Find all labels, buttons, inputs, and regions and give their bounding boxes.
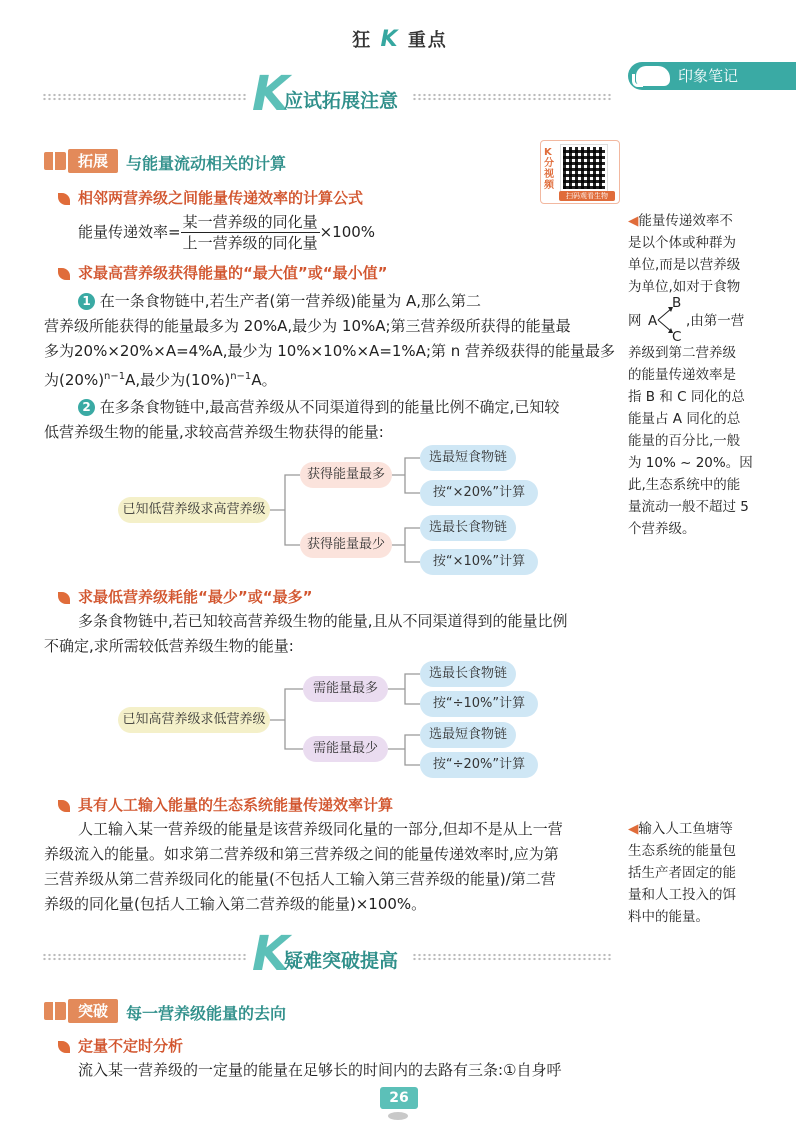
book-icon [44, 1002, 66, 1020]
leaf-bullet-icon [58, 592, 70, 604]
tree1-leaf: 按“×10%”计算 [420, 549, 538, 575]
page-ornament-icon [388, 1112, 408, 1120]
dotted-rule-right [412, 93, 612, 101]
video-label: K分视频 [544, 147, 554, 191]
tree1-mid-max: 获得能量最多 [300, 462, 392, 488]
paragraph-multi-chain: 2 在多条食物链中,最高营养级从不同渠道得到的能量比例不确定,已知较 低营养级生物的能量,求较高营养级生物获得的能量: [44, 398, 560, 441]
video-sub: 扫码观看生物 [559, 191, 615, 201]
tree2-mid-max: 需能量最多 [303, 676, 388, 702]
leaf-bullet-icon [58, 800, 70, 812]
side-note-artificial-input: ◀输入人工鱼塘等 生态系统的能量包 括生产者固定的能 量和人工投入的饵 料中的能量。 [628, 821, 736, 925]
page-number: 26 [380, 1087, 418, 1109]
bullet-heading: 求最高营养级获得能量的“最大值”或“最小值” [78, 264, 388, 282]
triangle-marker-icon: ◀ [628, 821, 639, 837]
note-tab-label: 印象笔记 [678, 67, 739, 85]
tree1-leaf: 选最长食物链 [420, 515, 516, 541]
breakthrough-title: 每一营养级能量的去向 [126, 1004, 287, 1023]
tree2-leaf: 选最短食物链 [420, 722, 516, 748]
paragraph-energy-fate: 流入某一营养级的一定量的能量在足够长的时间内的去路有三条:①自身呼 [78, 1061, 562, 1079]
dotted-rule-right [412, 953, 612, 961]
leaf-bullet-icon [58, 193, 70, 205]
k-logo-large: K [252, 66, 290, 122]
side-note-transfer-efficiency: ◀能量传递效率不 是以个体或种群为 单位,而是以营养级 为单位,如对于食物 网 A B C ,由第一营 养级到第二营养级 的能量传递效率是 指 B 和 C 同化的总 能量占 A 同化的总 能量的百分比,一般 为 10% ~ 20%。因 此,生态系统中的能 量流动一般不超过 5 个营养级。 [628, 210, 788, 540]
leaf-bullet-icon [58, 1041, 70, 1053]
k-logo-large: K [252, 926, 290, 982]
tree1-mid-min: 获得能量最少 [300, 532, 392, 558]
breakthrough-tag: 突破 [68, 999, 118, 1023]
book-icon [44, 152, 66, 170]
leaf-bullet-icon [58, 268, 70, 280]
circled-number: 2 [78, 399, 95, 416]
paragraph-artificial-input: 人工输入某一营养级的能量是该营养级同化量的一部分,但却不是从上一营 养级流入的能量。如求第二营养级和第三营养级之间的能量传递效率时,应为第 三营养级从第二营养级同化的能量(不包括人工输入第三营养级的能量)/第二营 养级的同化量(包括人工输入第二营养级的能量)×100%。 [44, 820, 563, 913]
tree1-root: 已知低营养级求高营养级 [118, 497, 270, 523]
tree2-leaf: 按“÷20%”计算 [420, 752, 538, 778]
extension-title: 与能量流动相关的计算 [126, 154, 287, 173]
note-tab [628, 62, 796, 90]
tree2-leaf: 按“÷10%”计算 [420, 691, 538, 717]
bullet-heading: 相邻两营养级之间能量传递效率的计算公式 [78, 189, 364, 207]
bullet-heading: 定量不定时分析 [78, 1037, 184, 1055]
paragraph-min-energy: 多条食物链中,若已知较高营养级生物的能量,且从不同渠道得到的能量比例 不确定,求所需较低营养级生物的能量: [44, 612, 568, 655]
tree1-leaf: 选最短食物链 [420, 445, 516, 471]
tree2-leaf: 选最长食物链 [420, 661, 516, 687]
running-header: 狂 K 重点 [352, 27, 448, 52]
triangle-marker-icon: ◀ [628, 213, 639, 229]
efficiency-formula: 能量传递效率= $\frac{\text{某一营养级的同化量}}{\text{上一营养级的同化量}}$ ×100% [78, 213, 376, 252]
qr-code[interactable] [561, 145, 607, 191]
section-title: 应试拓展注意 [284, 90, 399, 112]
video-qr-box[interactable] [540, 140, 620, 204]
tree2-root: 已知高营养级求低营养级 [118, 707, 270, 733]
food-web-mini: 网 A B C ,由第一营 [628, 295, 745, 345]
section-title: 疑难突破提高 [284, 950, 399, 972]
bullet-heading: 具有人工输入能量的生态系统能量传递效率计算 [78, 796, 394, 814]
tree2-mid-min: 需能量最少 [303, 736, 388, 762]
extension-tag: 拓展 [68, 149, 118, 173]
dotted-rule-left [42, 953, 247, 961]
bullet-heading: 求最低营养级耗能“最少”或“最多” [78, 588, 313, 606]
k-logo-small: K [380, 27, 400, 52]
tree1-leaf: 按“×20%”计算 [420, 480, 538, 506]
elephant-icon [636, 66, 670, 86]
circled-number: 1 [78, 293, 95, 310]
paragraph-single-chain: 1 在一条食物链中,若生产者(第一营养级)能量为 A,那么第二 营养级所能获得的能量最多为 20%A,最少为 10%A;第三营养级所获得的能量最 多为20%×20%×A=4%A,最少为 10%×10%×A=1%A;第 n 营养级获得的能量最多 为$(20\%)^{n-1}A$,最少为$(10\%)^{n-1}A$。 [44, 292, 616, 389]
dotted-rule-left [42, 93, 247, 101]
